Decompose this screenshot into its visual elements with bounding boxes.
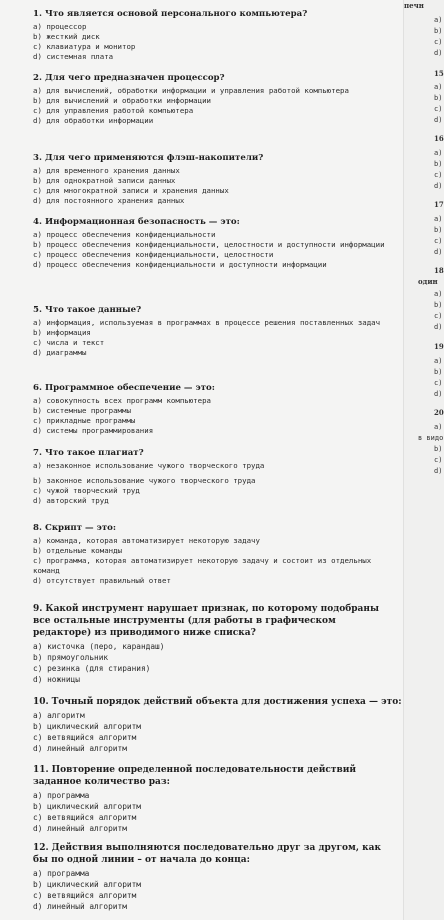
question-title <box>33 153 404 164</box>
question-text: Какой инструмент нарушает признак, по которому подобраны все остальные инструменты (для работы в графическом редакторе) из приводимого ниже списка? <box>33 604 379 638</box>
option-a: a) информация, используемая в программах в процессе решения поставленных задач <box>33 318 381 327</box>
option-b: b) отдельные команды <box>33 546 122 555</box>
side-text: d) <box>434 323 443 331</box>
side-text: b) <box>434 94 443 102</box>
option-b: b) для однократной записи данных <box>33 176 176 185</box>
question-number: 3. <box>33 153 42 163</box>
side-text: d) <box>434 467 443 475</box>
question-text: Действия выполняются последовательно друг за другом, как бы по одной линии – от начала до конца: <box>33 843 381 865</box>
question-title <box>33 523 404 534</box>
option-a: a) для вычислений, обработки информации и управления работой компьютера <box>33 86 349 95</box>
question-3 <box>33 153 404 206</box>
question-text: Повторение определенной последовательности действий заданное количество раз: <box>33 765 357 787</box>
option-c: c) ветвящийся алгоритм <box>33 891 137 900</box>
option-a: a) программа <box>33 869 90 878</box>
side-text: c) <box>434 456 443 464</box>
question-1 <box>33 9 404 62</box>
option-a: a) для временного хранения данных <box>33 166 180 175</box>
side-text: b) <box>434 160 443 168</box>
question-9 <box>33 603 404 685</box>
question-number: 11. <box>33 765 49 775</box>
question-5 <box>33 305 404 358</box>
question-12 <box>33 842 404 912</box>
side-text: c) <box>434 105 443 113</box>
question-text: Для чего предназначен процессор? <box>44 73 225 83</box>
option-c: c) процесс обеспечения конфиденциальности, целостности <box>33 250 274 259</box>
option-c: c) чужой творческий труд <box>33 486 140 495</box>
option-b: b) для вычислений и обработки информации <box>33 96 211 105</box>
question-text: Что является основой персонального компьютера? <box>44 9 308 19</box>
side-text: a) <box>434 423 443 431</box>
side-text: а) <box>434 16 443 24</box>
question-title <box>33 9 404 20</box>
side-text: b) <box>434 301 443 309</box>
question-text: Что такое плагиат? <box>44 448 144 458</box>
question-number: 2. <box>33 73 42 83</box>
question-title <box>0 764 383 788</box>
option-d: d) для постоянного хранения данных <box>33 196 185 205</box>
option-d: d) процесс обеспечения конфиденциальности и доступности информации <box>33 260 327 269</box>
option-c: c) резинка (для стирания) <box>33 664 151 673</box>
option-c: c) числа и текст <box>33 338 105 347</box>
side-text: c) <box>434 237 443 245</box>
option-d: d) линейный алгоритм <box>33 824 127 833</box>
option-a: a) программа <box>33 791 90 800</box>
side-text: a) <box>434 290 443 298</box>
option-d: d) системы программирования <box>33 426 154 435</box>
side-text: a) <box>434 357 443 365</box>
next-column-fragment <box>404 0 444 920</box>
question-text: Скрипт — это: <box>44 523 117 533</box>
option-b: b) системные программы <box>33 406 131 415</box>
side-text: один <box>418 277 438 286</box>
side-text: d) <box>434 390 443 398</box>
question-text: Информационная безопасность — это: <box>44 217 240 227</box>
question-text: Точный порядок действий объекта для достижения успеха — это: <box>51 697 402 707</box>
option-c: c) для управления работой компьютера <box>33 106 194 115</box>
side-text: 16 <box>434 134 444 143</box>
option-b: b) циклический алгоритм <box>33 722 141 731</box>
option-b: b) прямоугольник <box>33 653 109 662</box>
option-c: c) для многократной записи и хранения данных <box>33 186 229 195</box>
option-c: c) ветвящийся алгоритм <box>33 813 137 822</box>
option-c: c) прикладные программы <box>33 416 136 425</box>
side-text: c) <box>434 312 443 320</box>
option-b: b) законное использование чужого творческого труда <box>33 476 256 485</box>
option-d: d) диаграммы <box>33 348 87 357</box>
question-6 <box>33 383 404 436</box>
question-title <box>0 603 383 639</box>
option-d: d) авторский труд <box>33 496 109 505</box>
question-11 <box>33 764 404 834</box>
option-a: a) команда, которая автоматизирует некоторую задачу <box>33 536 260 545</box>
question-number: 4. <box>33 217 42 227</box>
side-text: d) <box>434 116 443 124</box>
option-a: a) алгоритм <box>33 711 85 720</box>
question-title <box>33 383 404 394</box>
side-text: 19 <box>434 342 444 351</box>
side-text: c) <box>434 171 443 179</box>
option-a: a) незаконное использование чужого творческого труда <box>33 461 265 470</box>
question-8 <box>33 523 404 586</box>
question-title <box>33 696 404 708</box>
option-b: b) циклический алгоритм <box>33 802 141 811</box>
question-text: Для чего применяются флэш-накопители? <box>44 153 264 163</box>
option-c: c) программа, которая автоматизирует некоторую задачу и состоит из отдельных команд <box>33 556 372 575</box>
side-text: d) <box>434 49 443 57</box>
question-7 <box>33 448 404 506</box>
side-text: 17 <box>434 200 444 209</box>
option-d: d) ножницы <box>33 675 80 684</box>
option-d: d) системная плата <box>33 52 114 61</box>
question-title <box>33 217 404 228</box>
option-b: b) жесткий диск <box>33 32 100 41</box>
question-text: Программное обеспечение — это: <box>44 383 215 393</box>
question-number: 6. <box>33 383 42 393</box>
side-text: a) <box>434 215 443 223</box>
question-number: 9. <box>33 604 43 614</box>
option-b: b) процесс обеспечения конфиденциальности, целостности и доступности информации <box>33 240 385 249</box>
question-number: 12. <box>33 843 49 853</box>
question-number: 10. <box>33 697 49 707</box>
side-text: в видо <box>418 434 444 442</box>
side-text: a) <box>434 83 443 91</box>
option-b: b) информация <box>33 328 91 337</box>
option-b: b) циклический алгоритм <box>33 880 141 889</box>
question-number: 7. <box>33 448 42 458</box>
option-d: d) для обработки информации <box>33 116 154 125</box>
side-text: d) <box>434 182 443 190</box>
option-c: c) ветвящийся алгоритм <box>33 733 137 742</box>
question-number: 8. <box>33 523 42 533</box>
option-d: d) отсутствует правильный ответ <box>33 576 171 585</box>
side-text: 18 <box>434 266 444 275</box>
question-10 <box>33 696 404 754</box>
side-text: d) <box>434 248 443 256</box>
side-text: c) <box>434 38 443 46</box>
side-text: b) <box>434 226 443 234</box>
option-a: a) процесс обеспечения конфиденциальности <box>33 230 216 239</box>
side-text: печн <box>404 1 424 10</box>
question-text: Что такое данные? <box>44 305 142 315</box>
side-text: c) <box>434 379 443 387</box>
question-title <box>0 842 383 866</box>
side-text: b) <box>434 368 443 376</box>
side-text: 15 <box>434 69 444 78</box>
side-text: a) <box>434 149 443 157</box>
side-text: b) <box>434 27 443 35</box>
question-2 <box>33 73 404 126</box>
option-d: d) линейный алгоритм <box>33 902 127 911</box>
option-c: c) клавиатура и монитор <box>33 42 136 51</box>
option-a: a) совокупность всех программ компьютера <box>33 396 211 405</box>
question-number: 5. <box>33 305 42 315</box>
question-title <box>33 448 404 459</box>
question-4 <box>33 217 404 270</box>
question-number: 1. <box>33 9 42 19</box>
option-d: d) линейный алгоритм <box>33 744 127 753</box>
option-a: a) процессор <box>33 22 87 31</box>
question-title <box>33 73 404 84</box>
question-title <box>33 305 404 316</box>
option-a: a) кисточка (перо, карандаш) <box>33 642 165 651</box>
side-text: b) <box>434 445 443 453</box>
side-text: 20 <box>434 408 444 417</box>
